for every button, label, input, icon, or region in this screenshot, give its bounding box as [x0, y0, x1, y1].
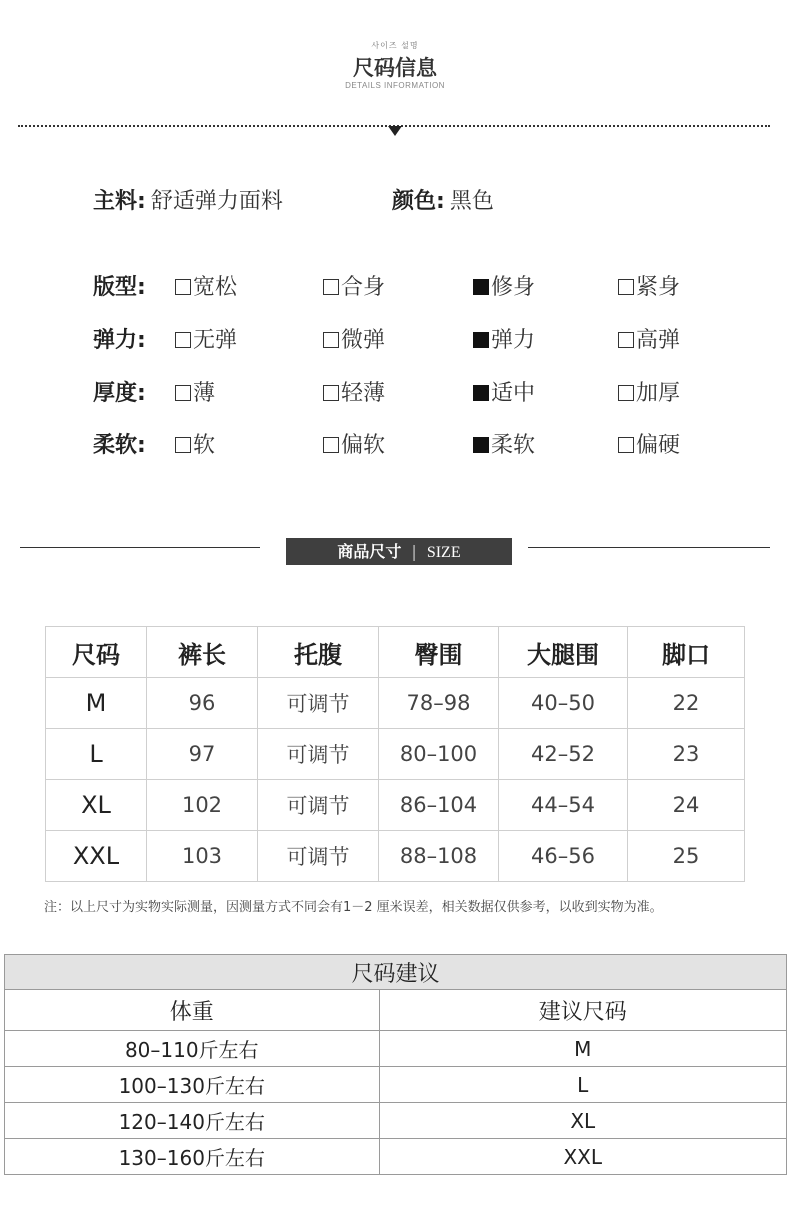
checkbox-empty-icon	[175, 279, 191, 295]
table-row	[5, 1103, 787, 1139]
table-cell: 40–50	[499, 678, 628, 729]
attr-option: 薄	[175, 376, 215, 407]
recommendation-title-row	[5, 955, 787, 990]
attr-option: 合身	[323, 270, 385, 301]
column-header: 大腿围	[499, 627, 628, 678]
size-cell: XL	[379, 1103, 786, 1139]
attr-label: 柔软:	[93, 433, 146, 458]
material-label: 主料:	[93, 189, 146, 214]
size-table-header	[46, 627, 745, 678]
table-row	[46, 678, 745, 729]
table-row	[46, 831, 745, 882]
attr-option: 加厚	[618, 376, 680, 407]
banner-line-right	[528, 547, 770, 548]
checkbox-filled-icon	[473, 385, 489, 401]
size-cell: XXL	[46, 831, 147, 882]
attr-label: 版型:	[93, 275, 146, 300]
checkbox-empty-icon	[175, 332, 191, 348]
table-cell: 42–52	[499, 729, 628, 780]
attr-option-selected: 适中	[473, 376, 535, 407]
column-header: 臀围	[379, 627, 499, 678]
table-cell: 22	[628, 678, 745, 729]
attr-option: 无弹	[175, 323, 237, 354]
checkbox-empty-icon	[618, 437, 634, 453]
table-row	[5, 1067, 787, 1103]
header-korean-caption: 사이즈 설명	[371, 41, 419, 50]
checkbox-filled-icon	[473, 437, 489, 453]
checkbox-empty-icon	[323, 437, 339, 453]
table-cell: 86–104	[379, 780, 499, 831]
checkbox-empty-icon	[323, 332, 339, 348]
table-cell: 80–100	[379, 729, 499, 780]
attr-option: 偏软	[323, 428, 385, 459]
attr-option: 轻薄	[323, 376, 385, 407]
table-cell: 可调节	[258, 831, 379, 882]
checkbox-filled-icon	[473, 279, 489, 295]
column-header: 托腹	[258, 627, 379, 678]
size-cell: L	[46, 729, 147, 780]
table-cell: 23	[628, 729, 745, 780]
table-cell: 46–56	[499, 831, 628, 882]
table-cell: 78–98	[379, 678, 499, 729]
page-title: 尺码信息	[353, 56, 437, 80]
size-cell: M	[46, 678, 147, 729]
recommendation-title: 尺码建议	[5, 955, 787, 990]
size-banner	[286, 538, 512, 565]
page-subtitle: DETAILS INFORMATION	[345, 81, 445, 90]
attr-option: 高弹	[618, 323, 680, 354]
table-row	[46, 729, 745, 780]
size-cell: L	[379, 1067, 786, 1103]
table-cell: 可调节	[258, 780, 379, 831]
weight-cell: 80–110斤左右	[5, 1031, 380, 1067]
table-cell: 97	[147, 729, 258, 780]
table-cell: 88–108	[379, 831, 499, 882]
column-header: 裤长	[147, 627, 258, 678]
column-header: 尺码	[46, 627, 147, 678]
checkbox-empty-icon	[618, 279, 634, 295]
down-arrow-icon	[388, 126, 402, 136]
column-header: 脚口	[628, 627, 745, 678]
checkbox-empty-icon	[618, 385, 634, 401]
table-cell: 可调节	[258, 678, 379, 729]
size-cell: M	[379, 1031, 786, 1067]
size-banner-cn: 商品尺寸	[337, 542, 402, 561]
checkbox-empty-icon	[323, 279, 339, 295]
checkbox-empty-icon	[175, 385, 191, 401]
attr-option-selected: 柔软	[473, 428, 535, 459]
attr-option: 紧身	[618, 270, 680, 301]
size-cell: XXL	[379, 1139, 786, 1175]
table-row	[46, 780, 745, 831]
size-cell: XL	[46, 780, 147, 831]
attr-option-selected: 修身	[473, 270, 535, 301]
table-cell: 24	[628, 780, 745, 831]
attr-option-selected: 弹力	[473, 323, 535, 354]
checkbox-empty-icon	[323, 385, 339, 401]
measurement-note: 注：以上尺寸为实物实际测量，因测量方式不同会有1－2 厘米误差，相关数据仅供参考，以收到实物为准。	[44, 900, 663, 915]
attr-label: 厚度:	[93, 381, 146, 406]
attr-label: 弹力:	[93, 328, 146, 353]
size-recommendation-table	[4, 954, 787, 1175]
size-banner-en: SIZE	[426, 544, 461, 561]
recommendation-header-row	[5, 990, 787, 1031]
attr-option: 微弹	[323, 323, 385, 354]
column-header: 建议尺码	[379, 990, 786, 1031]
attr-option: 偏硬	[618, 428, 680, 459]
weight-cell: 100–130斤左右	[5, 1067, 380, 1103]
color-label: 颜色:	[392, 189, 445, 214]
weight-cell: 120–140斤左右	[5, 1103, 380, 1139]
table-cell: 44–54	[499, 780, 628, 831]
color-value: 黑色	[449, 189, 494, 214]
size-banner-separator: |	[411, 542, 417, 561]
table-cell: 103	[147, 831, 258, 882]
table-cell: 25	[628, 831, 745, 882]
column-header: 体重	[5, 990, 380, 1031]
table-cell: 96	[147, 678, 258, 729]
checkbox-empty-icon	[175, 437, 191, 453]
material-value: 舒适弹力面料	[150, 189, 283, 214]
checkbox-empty-icon	[618, 332, 634, 348]
banner-line-left	[20, 547, 260, 548]
table-row	[5, 1139, 787, 1175]
table-row	[5, 1031, 787, 1067]
table-cell: 102	[147, 780, 258, 831]
attr-option: 宽松	[175, 270, 237, 301]
weight-cell: 130–160斤左右	[5, 1139, 380, 1175]
color-block	[392, 184, 494, 215]
table-cell: 可调节	[258, 729, 379, 780]
material-block	[93, 184, 283, 215]
size-table	[45, 626, 745, 882]
attr-option: 软	[175, 428, 215, 459]
checkbox-filled-icon	[473, 332, 489, 348]
